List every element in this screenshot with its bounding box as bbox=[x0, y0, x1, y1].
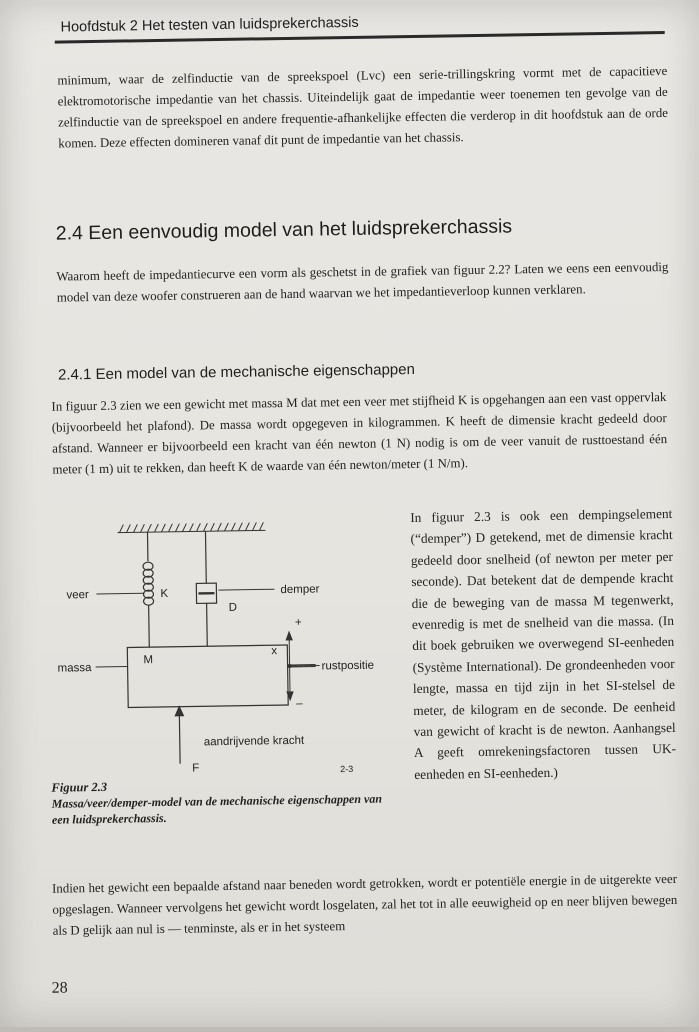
paragraph-3: In figuur 2.3 zien we een gewicht met massa M dat met een veer met stijfheid K is opgehangen aan een vast oppervlak (bijvoorbeeld het plafond). De massa wordt opgegeven in kilogrammen. K heeft de dimensie kracht gedeeld door afstand. Wanneer er bijvoorbeeld een kracht van één newton (1 N) nodig is om de veer vanuit de rusttoestand één meter (1 m) uit te rekken, dan heeft K de waarde van één newton/meter (1 N/m). bbox=[51, 387, 667, 481]
spring bbox=[142, 532, 154, 647]
paragraph-5: Indien het gewicht een bepaalde afstand naar beneden wordt getrokken, wordt er potentiële energie in de uitgerekte veer opgeslagen. Wanneer vervolgens het gewicht wordt losgelaten, zal het tot in alle eeuwigheid op en neer blijven bewegen als D gelijk aan nul is — tenminste, als er in het systeem bbox=[52, 869, 678, 942]
chapter-header: Hoofdstuk 2 Het testen van luidsprekerchassis bbox=[60, 10, 670, 36]
label-D: D bbox=[229, 602, 237, 614]
mass-spring-damper-diagram bbox=[55, 515, 404, 780]
label-F: F bbox=[192, 762, 199, 774]
paragraph-1: minimum, waar de zelfinductie van de spreekspoel (Lvc) een serie-trillingskring vormt met de capacitieve elektromotorische impedantie van het chassis. Uiteindelijk gaat de impedantie weer toenemen ten gevolge van de zelfinductie van de spreekspoel en andere frequentie-afhankelijke effecten die verderop in dit hoofdstuk aan de orde komen. Deze effecten domineren vanaf dit punt de impedantie van het chassis. bbox=[57, 61, 668, 155]
demper-leader bbox=[218, 589, 274, 590]
ceiling-hatching bbox=[117, 522, 265, 532]
label-K: K bbox=[160, 588, 168, 600]
section-heading: 2.4 Een eenvoudig model van het luidsprekerchassis bbox=[56, 215, 513, 245]
page-number: 28 bbox=[51, 979, 67, 997]
massa-leader bbox=[96, 667, 128, 668]
label-plus: + bbox=[295, 617, 302, 629]
label-M: M bbox=[143, 654, 153, 666]
label-aandrijvende-kracht: aandrijvende kracht bbox=[204, 735, 305, 749]
label-rustpositie: rustpositie bbox=[322, 660, 375, 673]
figure-title: Massa/veer/demper-model van de mechanische eigenschappen van een luidsprekerchassis. bbox=[52, 790, 397, 827]
figure-caption bbox=[51, 774, 397, 827]
damper bbox=[195, 531, 217, 646]
paragraph-4: In figuur 2.3 is ook een dempingselement (“demper”) D getekend, met de dimensie kracht gedeeld door snelheid (of newton per meter per seconde). Dat betekent dat de dempende kracht die de beweging van de massa M tegenwerkt, evenredig is met de snelheid van die massa. (In dit boek gebruiken we overwegend SI-eenheden (Système International). De grondeenheden voor lengte, massa en tijd zijn in het SI-stelsel de meter, de kilogram en de seconde. De eenheid van gewicht of kracht is de newton. Aanhangsel A geeft omrekeningsfactoren tussen UK-eenheden en SI-eenheden.) bbox=[410, 503, 676, 785]
force-arrow bbox=[175, 707, 184, 764]
displacement-axis bbox=[286, 632, 320, 701]
label-veer: veer bbox=[66, 589, 89, 601]
paragraph-2: Waarom heeft de impedantiecurve een vorm als geschetst in de grafiek van figuur 2.2? Laten we eens een eenvoudig model van deze woofer construeren aan de hand waarvan we het impedantieverloop kunnen verklaren. bbox=[56, 257, 669, 309]
label-demper: demper bbox=[280, 583, 319, 596]
label-minus: – bbox=[296, 698, 303, 710]
label-x: x bbox=[271, 645, 277, 657]
figure-ref: 2-3 bbox=[340, 764, 353, 774]
figure-number: Figuur 2.3 bbox=[51, 774, 396, 795]
subsection-heading: 2.4.1 Een model van de mechanische eigenschappen bbox=[58, 361, 415, 384]
veer-leader bbox=[96, 593, 144, 594]
label-massa: massa bbox=[58, 662, 93, 675]
